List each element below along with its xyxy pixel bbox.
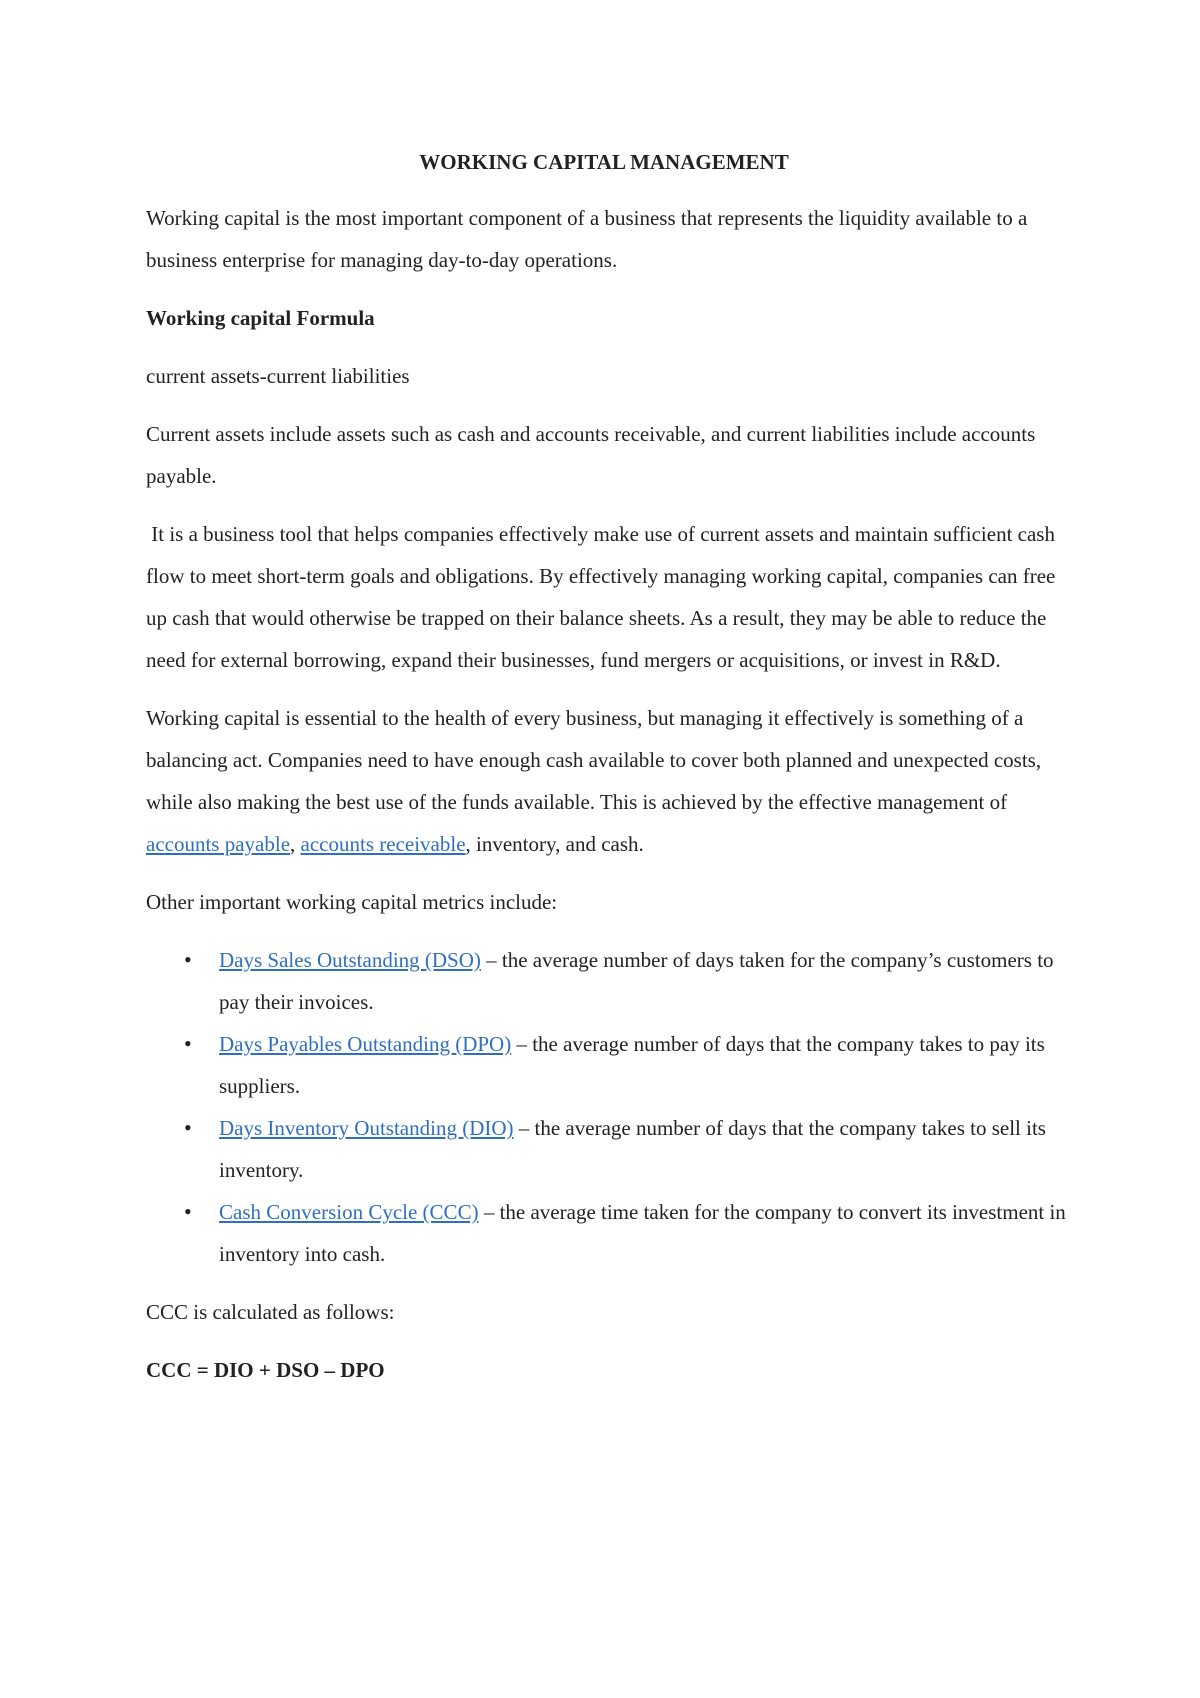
dpo-description: – the average number of days that the company takes to pay its suppliers. [219, 1032, 1045, 1098]
health-text-before: Working capital is essential to the health of every business, but managing it effectively is something of a balancing act. Companies need to have enough cash available to cover both planned and unexpected costs, while also making the best use of the funds available. This is achieved by the effective management of [146, 706, 1042, 814]
tool-paragraph: It is a business tool that helps companies effectively make use of current assets and maintain sufficient cash flow to meet short-term goals and obligations. By effectively managing working capital, companies can free up cash that would otherwise be trapped on their balance sheets. As a result, they may be able to reduce the need for external borrowing, expand their businesses, fund mergers or acquisitions, or invest in R&D. [146, 522, 1061, 672]
metrics-intro: Other important working capital metrics include: [146, 890, 558, 914]
bullet-icon: • [184, 1199, 192, 1224]
health-text-after: , inventory, and cash. [465, 832, 644, 856]
formula-heading: Working capital Formula [146, 306, 375, 330]
dso-description: – the average number of days taken for the company’s customers to pay their invoices. [219, 948, 1054, 1014]
list-item-dio [146, 1107, 1066, 1191]
health-paragraph [146, 697, 1066, 865]
page-title: WORKING CAPITAL MANAGEMENT [419, 150, 789, 174]
metrics-list [146, 939, 1066, 1275]
ccc-formula: CCC = DIO + DSO – DPO [146, 1358, 385, 1382]
ccc-intro: CCC is calculated as follows: [146, 1300, 395, 1324]
accounts-payable-link[interactable]: accounts payable [146, 832, 291, 856]
ccc-description: – the average time taken for the company to convert its investment in inventory into cash. [219, 1200, 1066, 1266]
health-separator: , [290, 832, 301, 856]
dpo-link[interactable]: Days Payables Outstanding (DPO) [219, 1032, 512, 1056]
assets-definition-paragraph: Current assets include assets such as cash and accounts receivable, and current liabilities include accounts payable. [146, 422, 1036, 488]
bullet-icon: • [184, 1031, 192, 1056]
list-item-dpo [146, 1023, 1066, 1107]
dio-description: – the average number of days that the company takes to sell its inventory. [219, 1116, 1046, 1182]
list-item-dso [146, 939, 1066, 1023]
dso-link[interactable]: Days Sales Outstanding (DSO) [219, 948, 481, 972]
accounts-receivable-link[interactable]: accounts receivable [300, 832, 466, 856]
bullet-icon: • [184, 947, 192, 972]
ccc-link[interactable]: Cash Conversion Cycle (CCC) [219, 1200, 479, 1224]
list-item-ccc [146, 1191, 1066, 1275]
document-body [146, 141, 1066, 1407]
formula-text: current assets-current liabilities [146, 364, 410, 388]
dio-link[interactable]: Days Inventory Outstanding (DIO) [219, 1116, 514, 1140]
intro-paragraph: Working capital is the most important component of a business that represents the liquidity available to a business enterprise for managing day-to-day operations. [146, 206, 1028, 272]
bullet-icon: • [184, 1115, 192, 1140]
